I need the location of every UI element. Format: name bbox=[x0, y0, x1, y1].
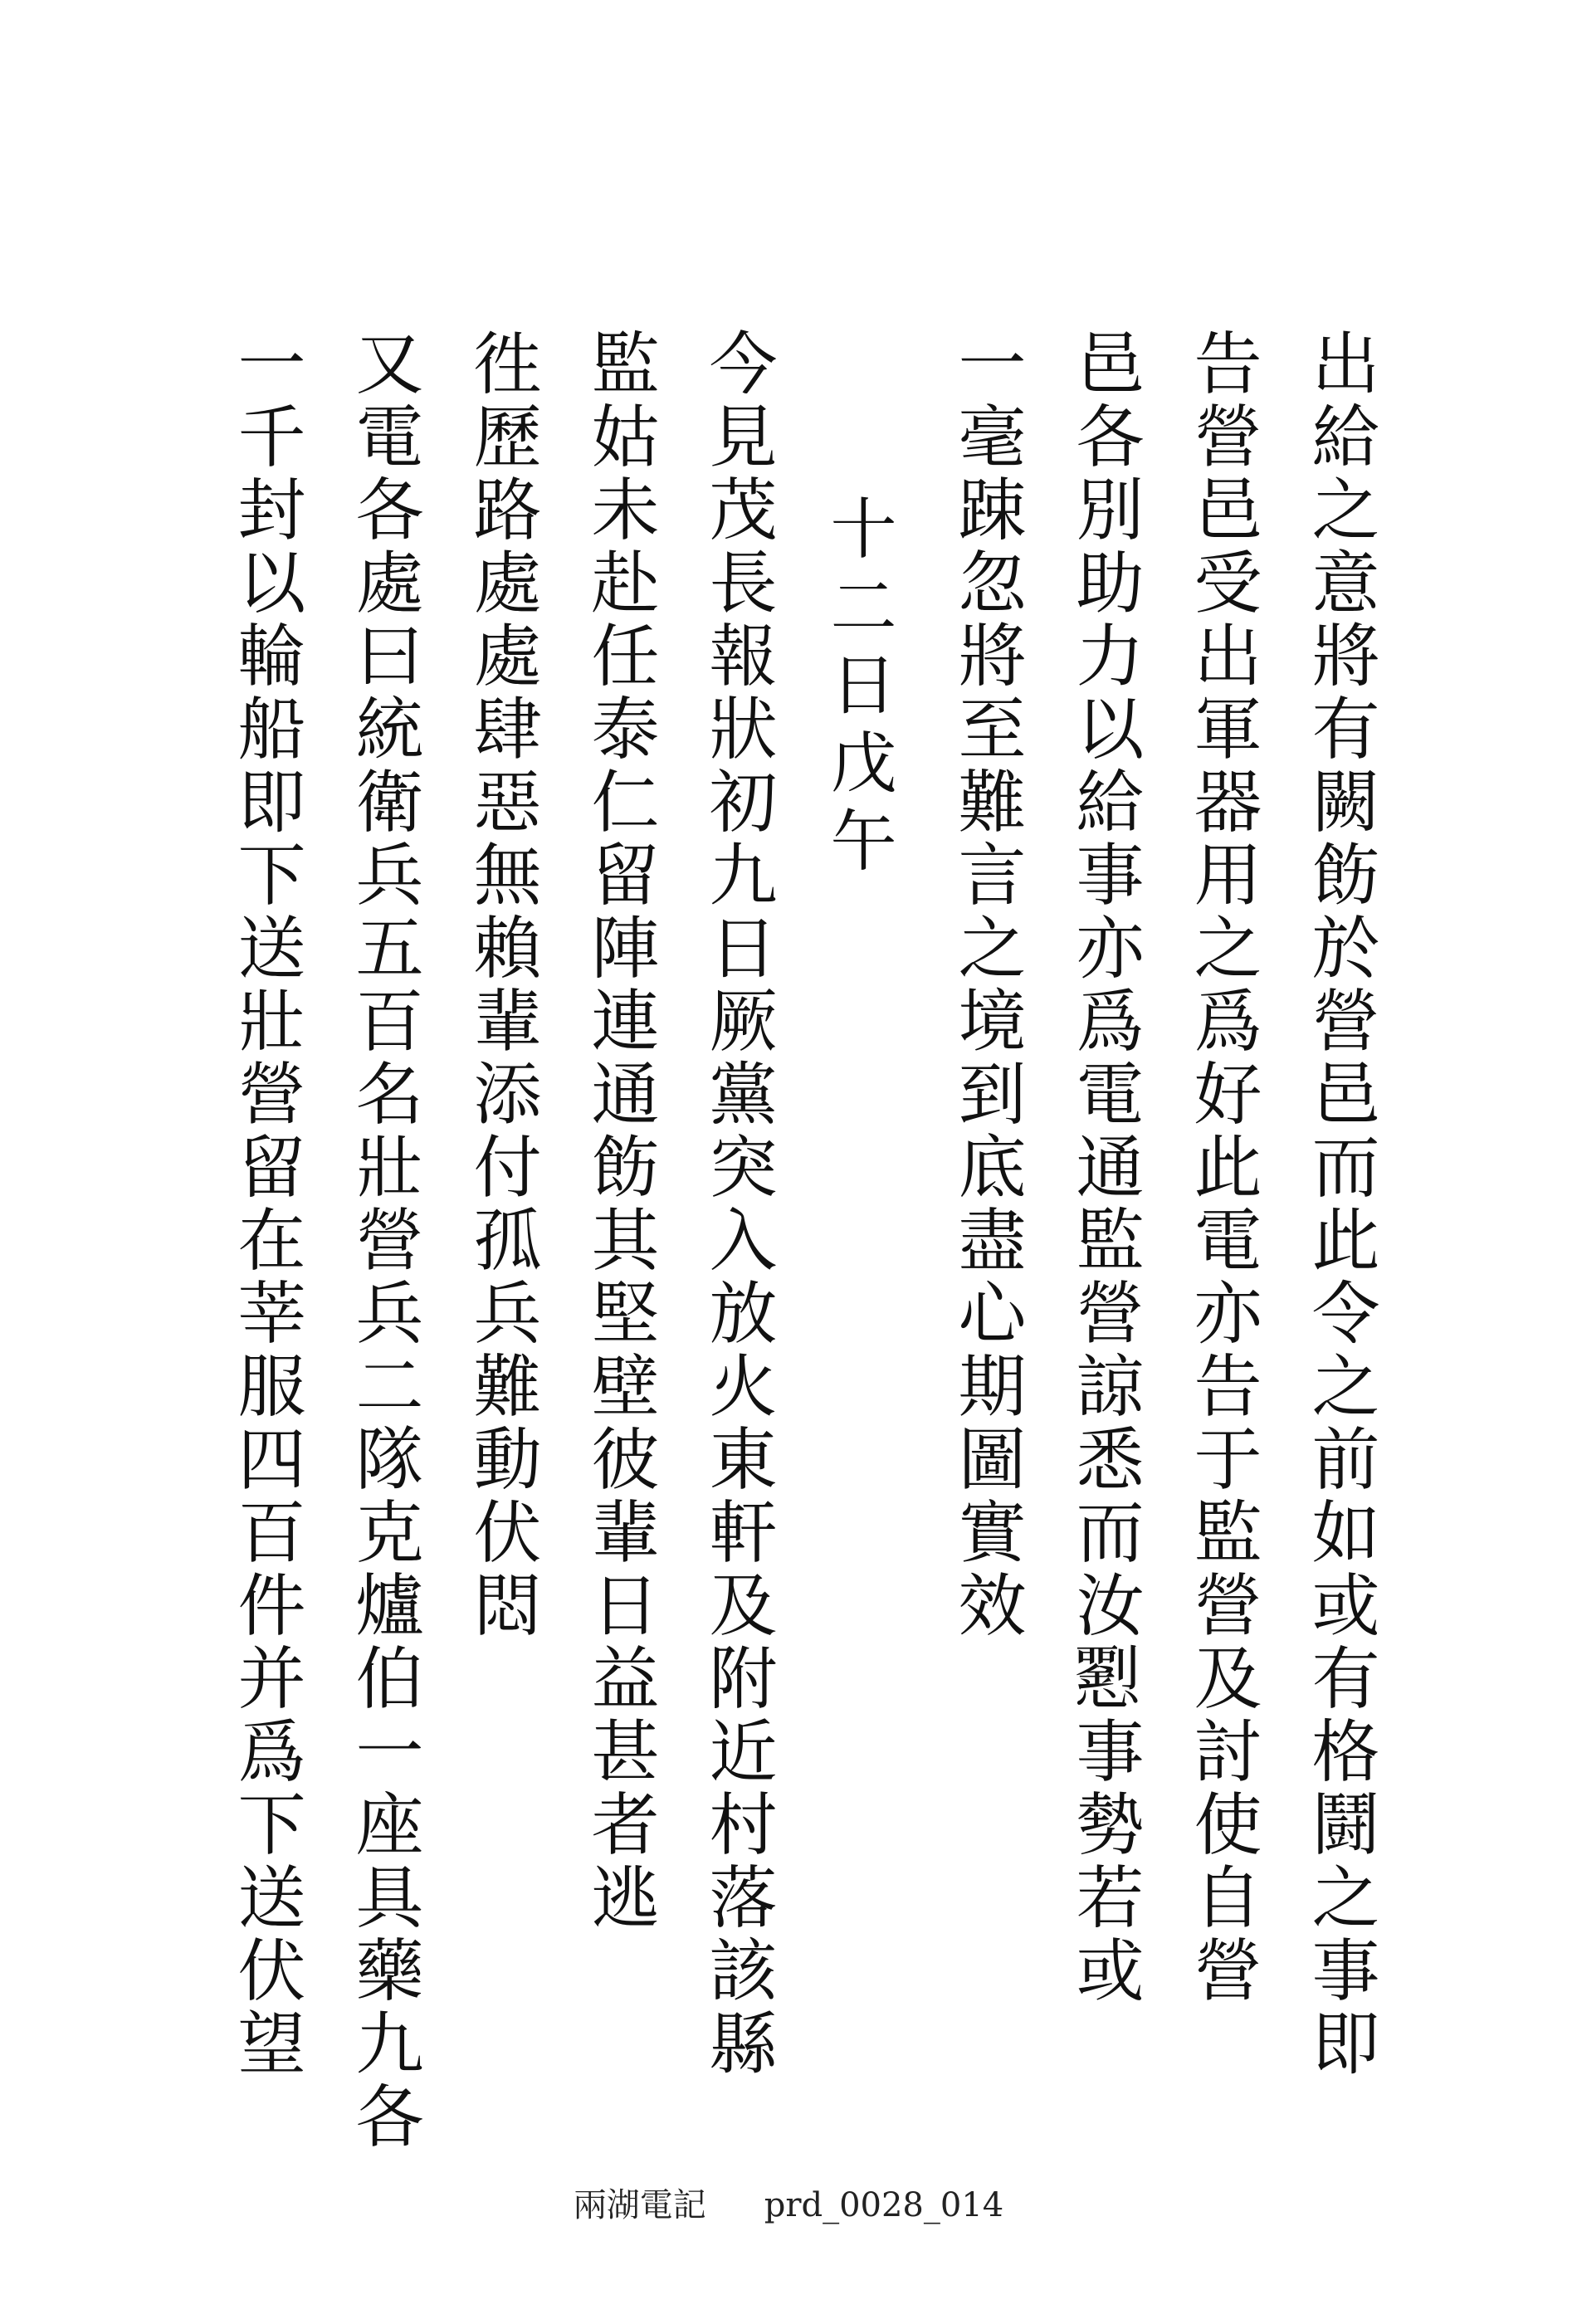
text-column-10: 一千封以輪船即下送壯營留在莘服四百件并爲下送伏望 bbox=[227, 328, 305, 2081]
page-footer bbox=[0, 2179, 1577, 2226]
text-column-1: 出給之意將有闕飭於營邑而此令之前如或有格鬪之事即 bbox=[1301, 328, 1379, 2081]
text-column-4: 一毫踈忽將至難言之境到底盡心期圖實效 bbox=[947, 328, 1026, 1643]
text-column-8: 徃歷路處處肆惡無賴輩添付孤兵難動伏悶 bbox=[462, 328, 541, 1643]
text-column-7: 監姑未赴任泰仁留陣連通飭其堅壁彼輩日益甚者逃 bbox=[580, 328, 659, 1935]
date-heading: 十二日戊午 bbox=[819, 494, 896, 884]
text-column-2: 告營邑受出軍器用之爲好此電亦告于監營及討使自營 bbox=[1183, 328, 1262, 2008]
footer-title: 兩湖電記 bbox=[573, 2186, 706, 2224]
footer-page-id: prd_0028_014 bbox=[764, 2186, 1004, 2224]
text-column-6: 今見茂長報狀初九日厥黨突入放火東軒及附近村落該縣 bbox=[698, 328, 777, 2081]
vertical-text-block bbox=[203, 328, 1379, 2154]
text-column-9: 又電各處曰統衛兵五百名壯營兵二隊克爐伯一座具藥九各 bbox=[344, 328, 423, 2154]
text-column-3: 邑各別助力以給事亦爲電通監營諒悉而汝𢥍事勢若或 bbox=[1065, 328, 1144, 2008]
